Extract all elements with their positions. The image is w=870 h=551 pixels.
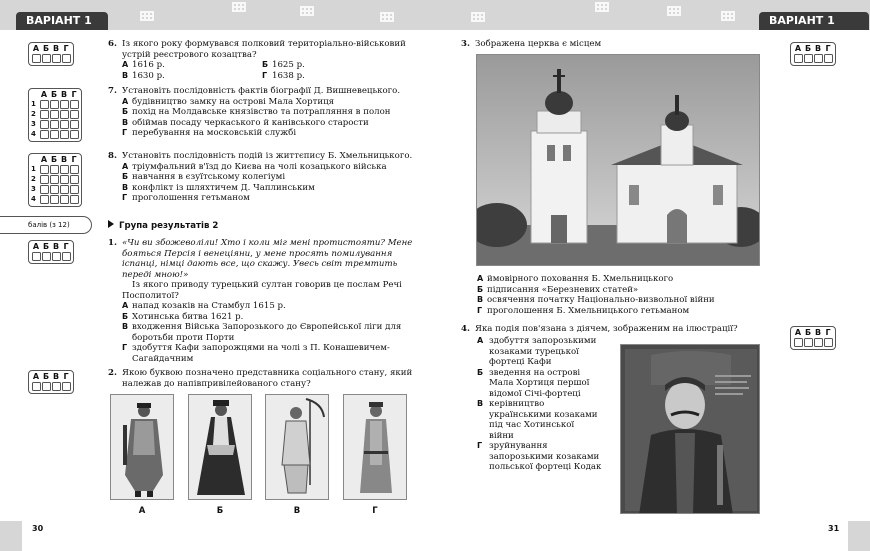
figure-label-g: Г: [372, 506, 378, 516]
answer-cell[interactable]: [50, 100, 59, 109]
figure-v-peasant: [265, 394, 329, 500]
answer-box-q4: А Б В Г: [790, 326, 836, 350]
answer-grid-q7: А Б В Г 1 2 3 4: [28, 88, 82, 142]
answer-cell[interactable]: [40, 100, 49, 109]
answer-cell[interactable]: [70, 175, 79, 184]
answer-cell[interactable]: [62, 54, 71, 63]
answer-cell[interactable]: [52, 252, 61, 261]
answer-cell[interactable]: [40, 175, 49, 184]
figure-b-clergy: [188, 394, 252, 500]
question-4: 4. Яка подія пов'язана з діячем, зображеним на ілюстрації?: [461, 324, 738, 334]
answer-cell[interactable]: [52, 382, 61, 391]
decor-pixels: [595, 2, 609, 12]
decor-pixels: [667, 6, 681, 16]
figure-a-cossack: [110, 394, 174, 500]
figure-label-v: В: [293, 506, 301, 516]
answer-cell[interactable]: [824, 54, 833, 63]
answer-cell[interactable]: [60, 120, 69, 129]
answer-box-q6: А Б В Г: [28, 42, 74, 66]
answer-cell[interactable]: [50, 195, 59, 204]
answer-cell[interactable]: [40, 120, 49, 129]
answer-cell[interactable]: [42, 54, 51, 63]
answer-cell[interactable]: [804, 338, 813, 347]
answer-cell[interactable]: [60, 175, 69, 184]
answer-cell[interactable]: [50, 185, 59, 194]
group2-question-2: 2. Якою буквою позначено представника соціального стану, який належав до напівпривілейованого стану?: [108, 368, 413, 389]
answer-cell[interactable]: [70, 100, 79, 109]
decor-pixels: [140, 11, 154, 21]
group-title: Група результатів 2: [108, 220, 218, 231]
answer-cell[interactable]: [50, 165, 59, 174]
answer-cell[interactable]: [60, 165, 69, 174]
question-3: 3. Зображена церква є місцем: [461, 39, 602, 49]
right-page: [435, 0, 870, 551]
figure-label-a: А: [138, 506, 146, 516]
answer-cell[interactable]: [60, 110, 69, 119]
decor-pixels: [471, 12, 485, 22]
answer-cell[interactable]: [814, 54, 823, 63]
answer-cell[interactable]: [50, 110, 59, 119]
footer-band: [848, 521, 870, 551]
answer-cell[interactable]: [794, 338, 803, 347]
footer-band: [0, 521, 22, 551]
answer-cell[interactable]: [40, 110, 49, 119]
answer-cell[interactable]: [42, 382, 51, 391]
answer-cell[interactable]: [814, 338, 823, 347]
answer-cell[interactable]: [70, 185, 79, 194]
answer-cell[interactable]: [32, 54, 41, 63]
variant-tab: ВАРІАНТ 1: [759, 12, 869, 30]
answer-cell[interactable]: [32, 382, 41, 391]
figure-label-b: Б: [216, 506, 224, 516]
answer-cell[interactable]: [60, 100, 69, 109]
triangle-bullet-icon: [108, 220, 114, 228]
answer-box-g2q1: А Б В Г: [28, 240, 74, 264]
answer-cell[interactable]: [70, 130, 79, 139]
answer-cell[interactable]: [62, 252, 71, 261]
answer-cell[interactable]: [50, 120, 59, 129]
answer-cell[interactable]: [70, 120, 79, 129]
answer-cell[interactable]: [52, 54, 61, 63]
page-number-right: 31: [828, 524, 840, 533]
question-7: 7. Установіть послідовність фактів біографії Д. Вишневецького. А будівництво замку на острові Мала Хортиця Б похід на Молдавське князівство та потрапляння в полон В обіймав посаду черкаського й канівського старости Г перебування на московській службі: [108, 86, 401, 138]
answer-cell[interactable]: [824, 338, 833, 347]
portrait-painting: [620, 344, 760, 514]
variant-tab: ВАРІАНТ 1: [16, 12, 108, 30]
decor-pixels: [300, 6, 314, 16]
page-number-left: 30: [32, 524, 44, 533]
answer-cell[interactable]: [42, 252, 51, 261]
answer-cell[interactable]: [794, 54, 803, 63]
decor-pixels: [380, 12, 394, 22]
answer-cell[interactable]: [60, 195, 69, 204]
answer-box-g2q2: А Б В Г: [28, 370, 74, 394]
answer-cell[interactable]: [40, 195, 49, 204]
answer-cell[interactable]: [62, 382, 71, 391]
question-4-options: А здобуття запорозькими козаками турецької фортеці Кафи Б зведення на острові Мала Хортиця першої відомої Січі-фортеці В керівництво українськими козаками під час Хотинської війни Г зруйнування запорозькими козаками польської фортеці Кодак: [477, 336, 602, 472]
decor-pixels: [721, 11, 735, 21]
question-6: 6. Із якого року формувався полковий територіально-військовий устрій реєстрового козацтва? А 1616 р. Б 1625 р. В 1630 р. Г 1638 р.: [108, 39, 406, 81]
answer-cell[interactable]: [40, 185, 49, 194]
answer-cell[interactable]: [40, 165, 49, 174]
answer-box-q3: А Б В Г: [790, 42, 836, 66]
score-tab: балів (з 12): [0, 216, 92, 234]
decor-pixels: [232, 2, 246, 12]
answer-cell[interactable]: [804, 54, 813, 63]
answer-cell[interactable]: [40, 130, 49, 139]
answer-cell[interactable]: [60, 185, 69, 194]
answer-cell[interactable]: [50, 130, 59, 139]
answer-cell[interactable]: [70, 110, 79, 119]
answer-cell[interactable]: [60, 130, 69, 139]
answer-cell[interactable]: [32, 252, 41, 261]
figure-g-burgher: [343, 394, 407, 500]
answer-grid-q8: А Б В Г 1 2 3 4: [28, 153, 82, 207]
answer-cell[interactable]: [70, 195, 79, 204]
question-8: 8. Установіть послідовність подій із життєпису Б. Хмельницького. А тріумфальний в'їзд до Києва на чолі козацького війська Б навчання в єзуїтському колегіумі В конфлікт із шляхтичем Д. Чаплинським Г проголошення гетьманом: [108, 151, 413, 203]
question-3-options: А ймовірного поховання Б. Хмельницького Б підписання «Березневих статей» В освячення початку Національно-визвольної війни Г проголошення Б. Хмельницького гетьманом: [477, 274, 715, 316]
church-photo: [476, 54, 760, 266]
group2-question-1: 1. «Чи ви збожеволіли! Хто і коли міг мені протистояти? Мене бояться Персія і венеціяни, у мене просять помилування іспанці, німці дають все, що скажу. Увесь світ тремтить переді мною!» Із якого приводу турецький султан говорив це послам Речі Посполитої? А напад козаків на Стамбул 1615 р. Б Хотинська битва 1621 р. В входження Війська Запорозького до Європейської ліги для боротьби проти Порти Г здобуття Кафи запорожцями на чолі з П. Конашевичем-Сагайдачним: [108, 238, 413, 364]
answer-cell[interactable]: [50, 175, 59, 184]
answer-cell[interactable]: [70, 165, 79, 174]
